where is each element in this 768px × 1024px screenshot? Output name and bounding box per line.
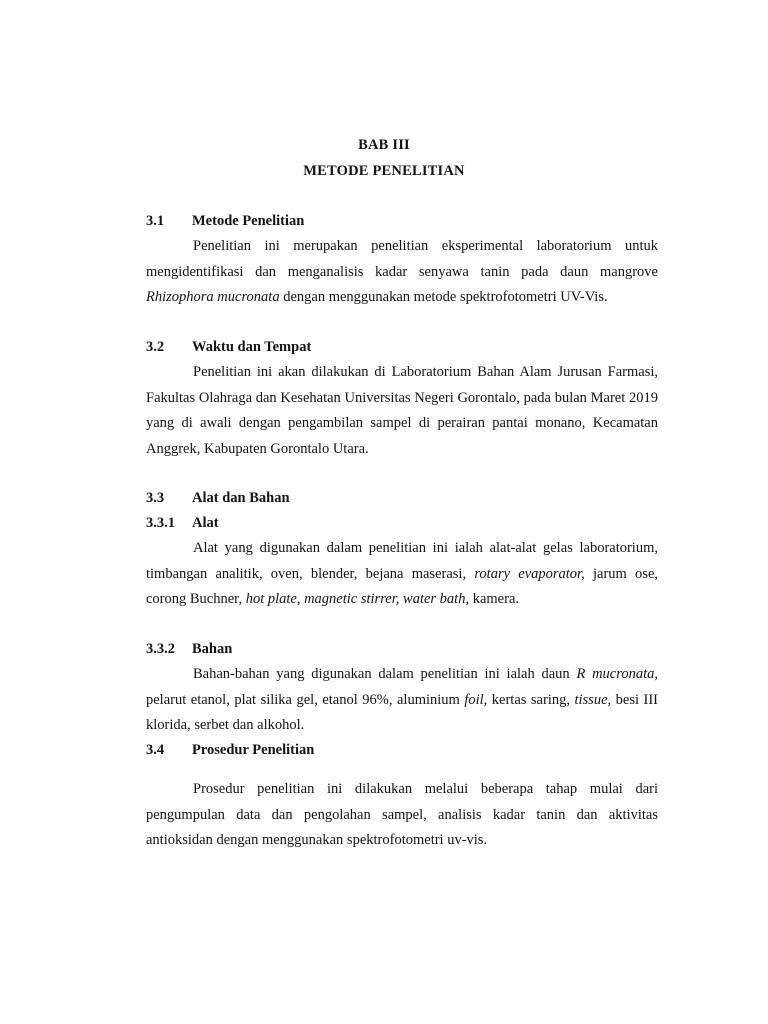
section-heading-3-3-1 [146,515,219,532]
section-heading-3-3-2 [146,641,232,658]
italic-term: hot plate, magnetic stirrer, water bath, [245,591,470,607]
paragraph-text: besi III klorida, serbet dan alkohol. [146,691,658,733]
section-heading-3-2 [146,339,311,356]
paragraph-text: dengan menggunakan metode spektrofotometri UV-Vis. [279,289,608,305]
section-number: 3.3.2 [146,641,175,657]
species-name: Rhizophora mucronata [146,289,280,305]
section-title: Metode Penelitian [192,213,305,229]
paragraph-bahan [146,662,658,739]
section-heading-3-3 [146,490,290,507]
section-number: 3.2 [146,339,165,355]
italic-term: foil [464,691,484,708]
paragraph-text: pelarut etanol, plat silika gel, etanol 96%, aluminium [146,691,465,708]
paragraph-waktu-tempat: Penelitian ini akan dilakukan di Laboratorium Bahan Alam Jurusan Farmasi, Fakultas Olahraga dan Kesehatan Universitas Negeri Gorontalo, pada bulan Maret 2019 yang di awali dengan pengambilan sampel di perairan pantai monano, Kecamatan Anggrek, Kabupaten Gorontalo Utara. [146,364,658,457]
paragraph-text: jarum ose, corong Buchner, [146,565,658,607]
chapter-number: BAB III [358,137,410,153]
section-number: 3.3.1 [146,515,175,531]
paragraph-text: kamera. [469,591,520,607]
italic-term: rotary evaporator, [474,565,585,582]
section-title: Alat [192,515,219,531]
section-title: Prosedur Penelitian [192,742,315,758]
paragraph-text: Penelitian ini merupakan penelitian eksperimental laboratorium untuk mengidentifikasi dan menganalisis kadar senyawa tanin pada daun mangrove [146,238,658,280]
section-number: 3.1 [146,213,165,229]
italic-term: tissue, [574,691,612,708]
paragraph-metode [146,234,658,311]
paragraph-text: Alat yang digunakan dalam penelitian ini ialah alat-alat gelas laboratorium, timbangan analitik, oven, blender, bejana maserasi, [146,540,658,582]
section-number: 3.4 [146,742,165,758]
section-title: Alat dan Bahan [192,490,290,506]
section-title: Bahan [192,641,233,657]
section-number: 3.3 [146,490,165,506]
section-heading-3-4 [146,742,314,759]
paragraph-text: Bahan-bahan yang digunakan dalam penelitian ini ialah daun [193,666,577,682]
section-title: Waktu dan Tempat [192,339,312,355]
paragraph-text: , kertas saring, [483,691,575,708]
italic-term: R mucronata, [576,666,658,682]
paragraph-prosedur: Prosedur penelitian ini dilakukan melalui beberapa tahap mulai dari pengumpulan data dan pengolahan sampel, analisis kadar tanin dan aktivitas antioksidan dengan menggunakan spektrofotometri uv-vis. [146,781,658,848]
section-heading-3-1 [146,213,304,230]
chapter-title: METODE PENELITIAN [303,163,465,179]
paragraph-alat [146,536,658,613]
